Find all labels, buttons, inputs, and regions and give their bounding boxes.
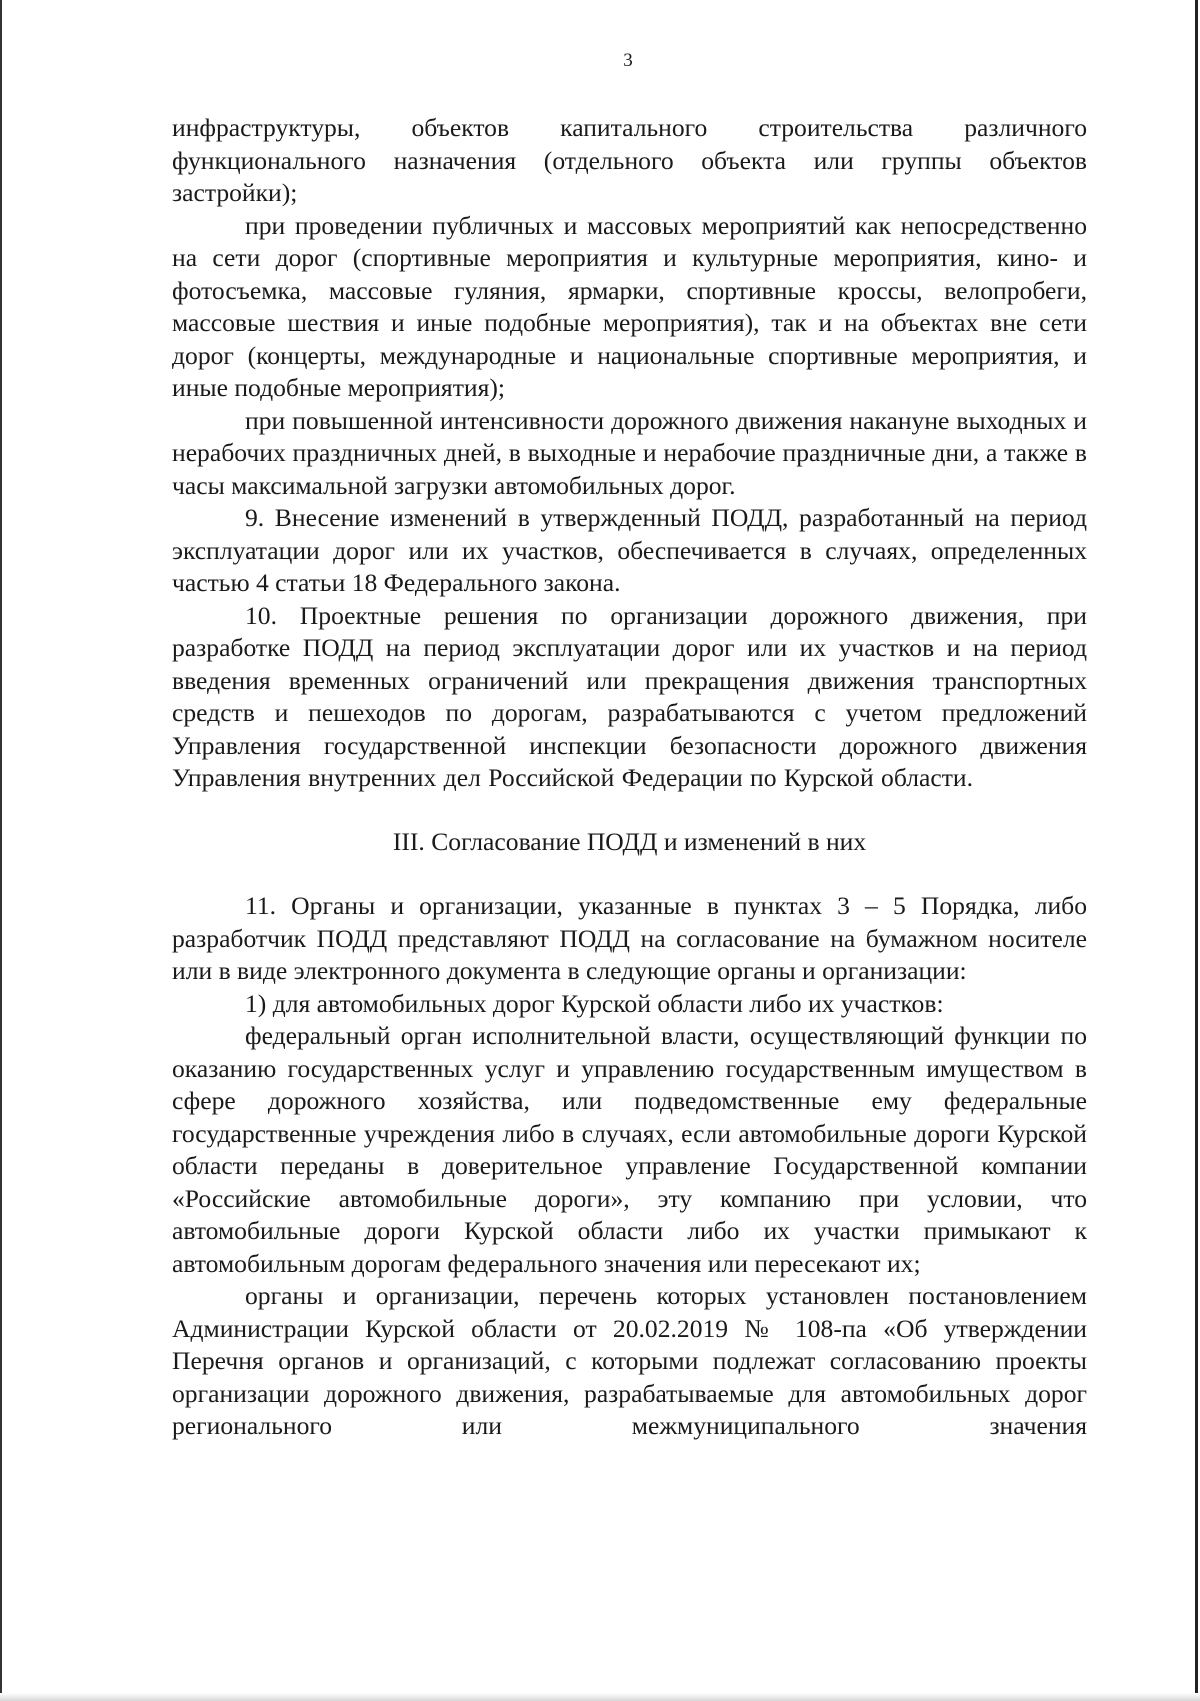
- scan-edge-left: [0, 0, 2, 1701]
- scan-edge-bottom: [0, 1693, 1200, 1701]
- paragraph-public-events: при проведении публичных и массовых мероприятий как непосредственно на сети дорог (спортивные мероприятия и культурные мероприятия, кино- и фотосъемка, массовые гуляния, ярмарки, спортивные кроссы, велопробеги, массовые шествия и иные подобные мероприятия), так и на объектах вне сети дорог (концерты, международные и национальные спортивные мероприятия, и иные подобные мероприятия);: [172, 210, 1087, 402]
- section-heading: III. Согласование ПОДД и изменений в них: [392, 826, 867, 856]
- paragraph-federal-body: федеральный орган исполнительной власти, осуществляющий функции по оказанию государственных услуг и управлению государственным имуществом в сфере дорожного хозяйства, или подведомственные ему федеральные государственные учреждения либо в случаях, если автомобильные дороги Курской области переданы в доверительное управление Государственной компании «Российские автомобильные дороги», эту компанию при условии, что автомобильные дороги Курской области либо их участки примыкают к автомобильным дорогам федерального значения или пересекают их;: [172, 1021, 1087, 1278]
- paragraph-item-10: 10. Проектные решения по организации дорожного движения, при разработке ПОДД на период эксплуатации дорог или их участков и на период введения временных ограничений или прекращения движения транспортных средств и пешеходов по дорогам, разрабатываются с учетом предложений Управления государственной инспекции безопасности дорожного движения Управления внутренних дел Российской Федерации по Курской области.: [172, 600, 1087, 792]
- document-body: [172, 112, 1087, 1443]
- page-number: 3: [623, 50, 633, 71]
- paragraph-infrastructure: инфраструктуры, объектов капитального строительства различного функционального назначения (отдельного объекта или группы объектов застройки);: [172, 113, 1087, 207]
- paragraph-subitem-1: 1) для автомобильных дорог Курской области либо их участков:: [245, 988, 944, 1018]
- paragraph-organizations-list: органы и организации, перечень которых установлен постановлением Администрации Курской области от 20.02.2019 № 108-па «Об утверждении Перечня органов и организаций, с которыми подлежат согласованию проекты организации дорожного движения, разрабатываемые для автомобильных дорог регионального или межмуниципального значения: [172, 1281, 1087, 1440]
- paragraph-high-intensity: при повышенной интенсивности дорожного движения накануне выходных и нерабочих праздничных дней, в выходные и нерабочие праздничные дни, а также в часы максимальной загрузки автомобильных дорог.: [172, 405, 1087, 500]
- paragraph-item-11: 11. Органы и организации, указанные в пунктах 3 – 5 Порядка, либо разработчик ПОДД представляют ПОДД на согласование на бумажном носителе или в виде электронного документа в следующие органы и организации:: [172, 891, 1087, 985]
- scan-edge-right: [1195, 0, 1198, 1701]
- paragraph-item-9: 9. Внесение изменений в утвержденный ПОДД, разработанный на период эксплуатации дорог или их участков, обеспечивается в случаях, определенных частью 4 статьи 18 Федерального закона.: [172, 503, 1087, 597]
